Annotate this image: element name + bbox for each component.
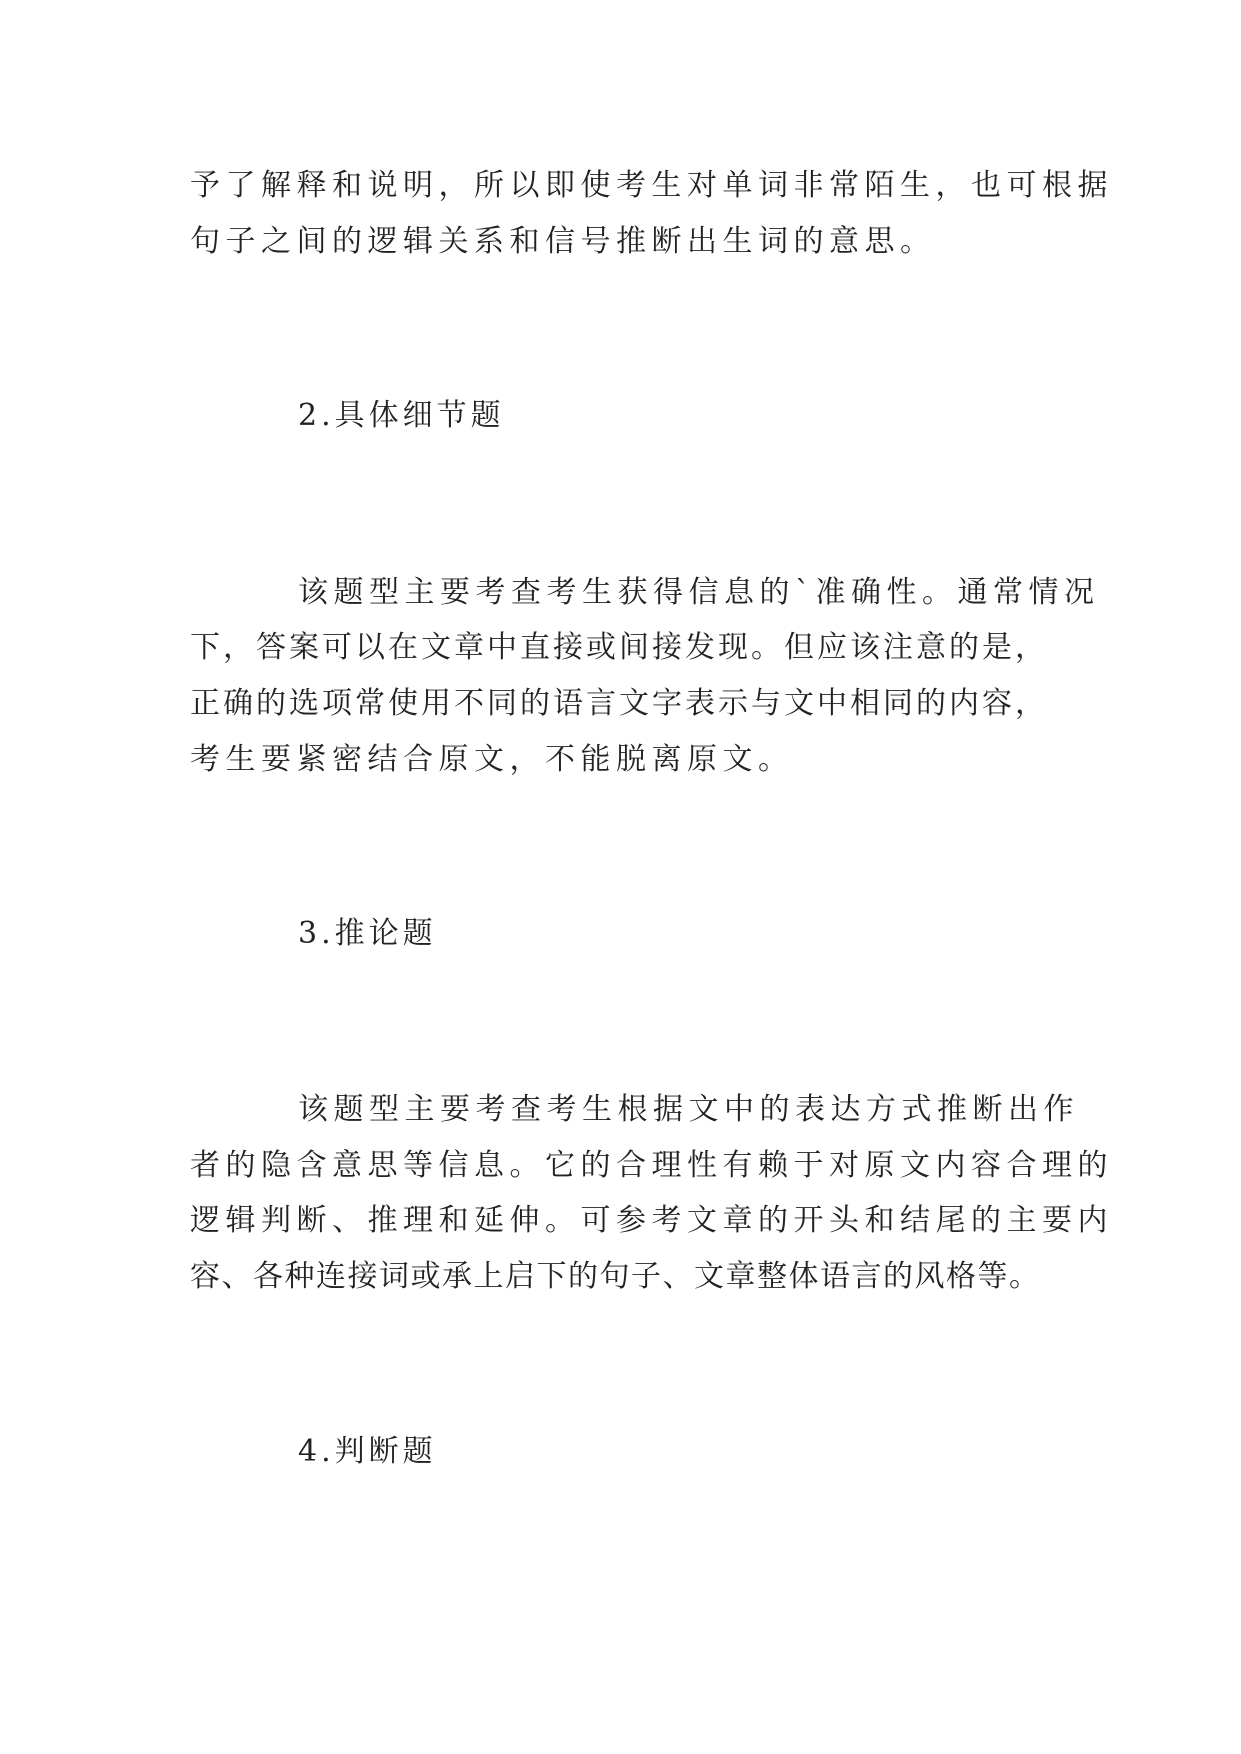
paragraph-line: 予了解释和说明，所以即使考生对单词非常陌生，也可根据 xyxy=(190,168,1113,203)
paragraph-line: 正确的选项常使用不同的语言文字表示与文中相同的内容， xyxy=(190,686,1048,721)
paragraph-line: 者的隐含意思等信息。它的合理性有赖于对原文内容合理的 xyxy=(190,1148,1113,1183)
paragraph-line: 句子之间的逻辑关系和信号推断出生词的意思。 xyxy=(190,224,936,259)
section-heading: 2.具体细节题 xyxy=(298,398,505,433)
paragraph-line: 逻辑判断、推理和延伸。可参考文章的开头和结尾的主要内 xyxy=(190,1203,1113,1238)
paragraph-line: 该题型主要考查考生根据文中的表达方式推断出作 xyxy=(298,1092,1079,1127)
paragraph-line: 该题型主要考查考生获得信息的`准确性。通常情况 xyxy=(298,575,1100,610)
paragraph-line: 下，答案可以在文章中直接或间接发现。但应该注意的是， xyxy=(190,630,1048,665)
section-heading: 4.判断题 xyxy=(298,1434,437,1469)
section-heading: 3.推论题 xyxy=(298,916,437,951)
paragraph-line: 容、各种连接词或承上启下的句子、文章整体语言的风格等。 xyxy=(190,1259,1041,1294)
paragraph-line: 考生要紧密结合原文，不能脱离原文。 xyxy=(190,742,794,777)
